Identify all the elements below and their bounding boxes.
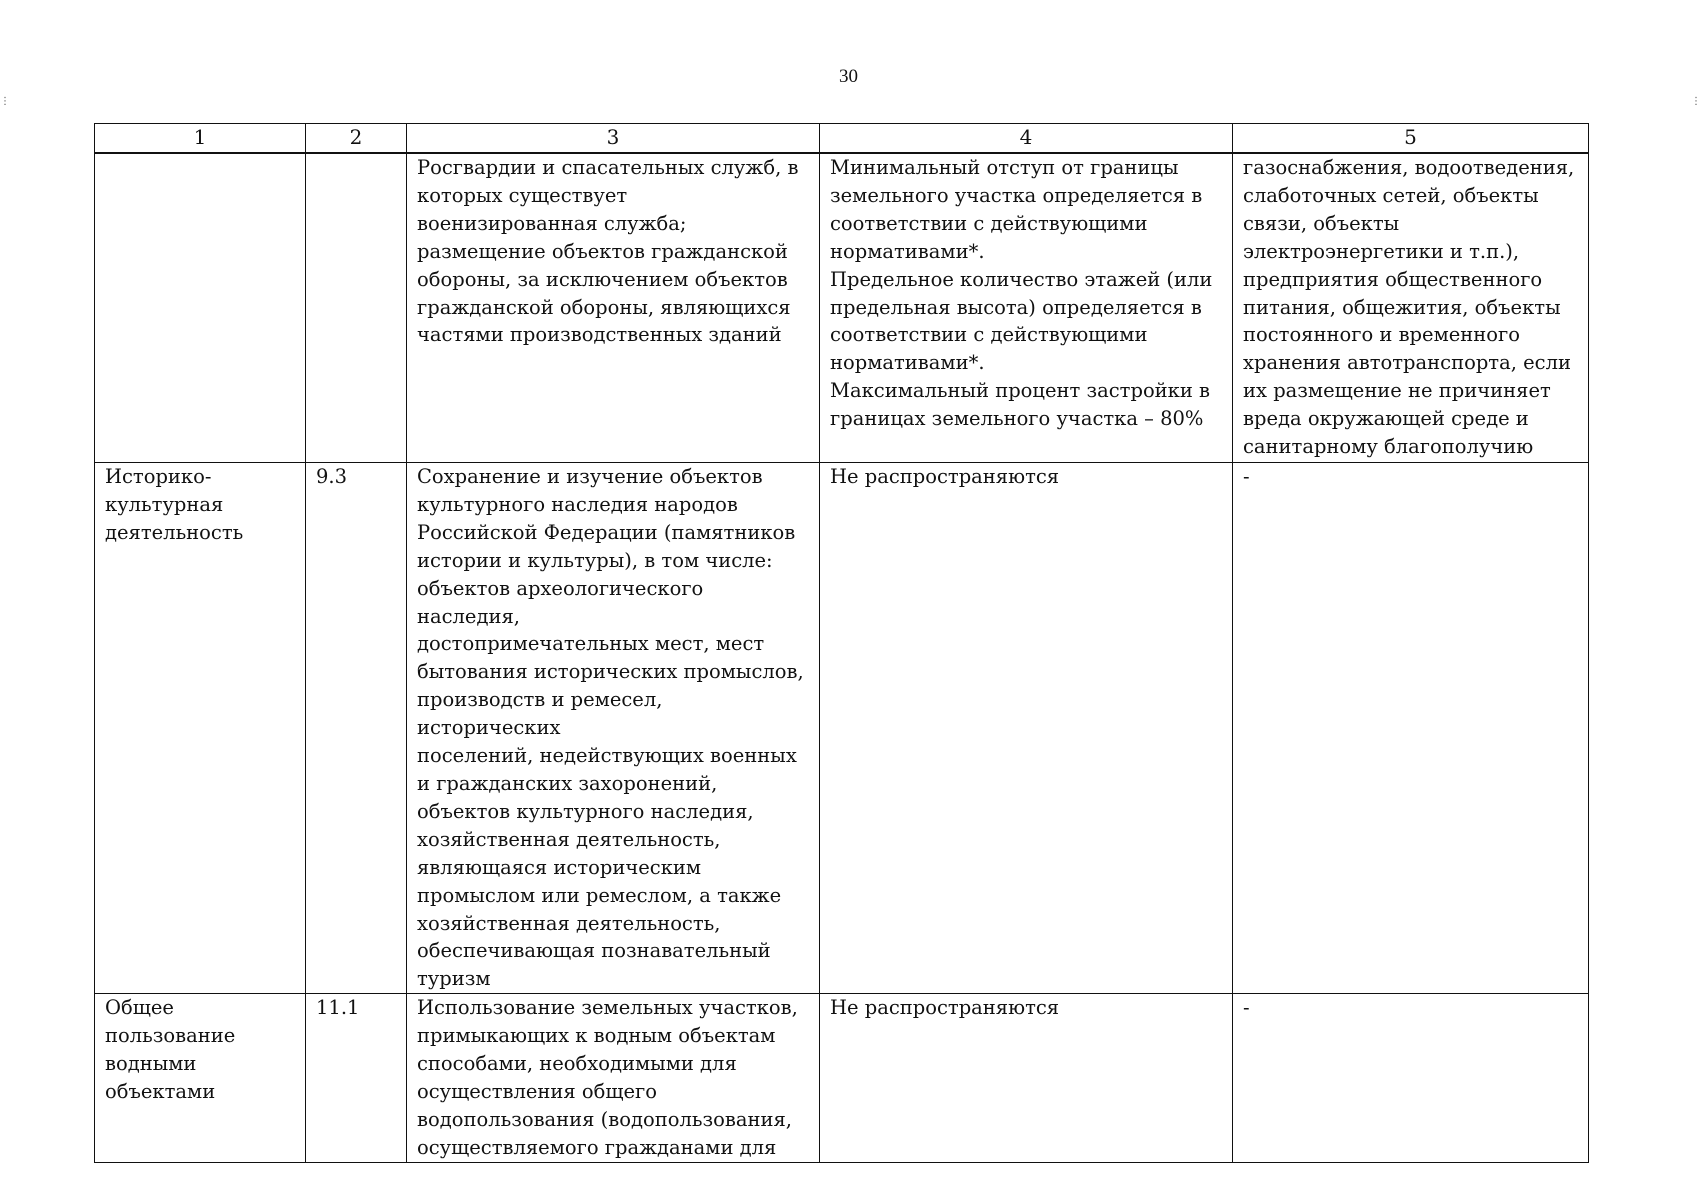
use-type-description-cell: Сохранение и изучение объектов культурного наследия народов Российской Федерации (памятников истории и культуры), в том числе: объектов археологического наследия, достопримечательных мест, мест бытования исторических промыслов, производств и ремесел, исторических поселений, недействующих военных и гражданских захоронений, объектов культурного наследия, хозяйственная деятельность, являющаяся историческим промыслом или ремеслом, а также хозяйственная деятельность, обеспечивающая познавательный туризм xyxy=(407,463,820,994)
column-header-4: 4 xyxy=(820,124,1233,154)
table-row xyxy=(95,463,1589,994)
use-type-name-cell: Общее пользование водными объектами xyxy=(95,994,306,1163)
column-header-5: 5 xyxy=(1233,124,1589,154)
use-type-code-cell xyxy=(306,153,407,463)
table-row xyxy=(95,994,1589,1163)
column-header-1: 1 xyxy=(95,124,306,154)
use-type-name-cell: Историко- культурная деятельность xyxy=(95,463,306,994)
scan-edge-mark-left: ⋮ xyxy=(0,96,10,107)
use-type-code-cell: 11.1 xyxy=(306,994,407,1163)
auxiliary-uses-cell: газоснабжения, водоотведения, слаботочных сетей, объекты связи, объекты электроэнергетики и т.п.), предприятия общественного питания, общежития, объекты постоянного и временного хранения автотранспорта, если их размещение не причиняет вреда окружающей среде и санитарному благополучию xyxy=(1233,153,1589,463)
table-header-row xyxy=(95,124,1589,154)
parameters-cell: Не распространяются xyxy=(820,994,1233,1163)
auxiliary-uses-cell: - xyxy=(1233,994,1589,1163)
use-type-description-cell: Использование земельных участков, примыкающих к водным объектам способами, необходимыми для осуществления общего водопользования (водопользования, осуществляемого гражданами для xyxy=(407,994,820,1163)
parameters-cell: Не распространяются xyxy=(820,463,1233,994)
use-type-code-cell: 9.3 xyxy=(306,463,407,994)
use-type-description-cell: Росгвардии и спасательных служб, в которых существует военизированная служба; размещение объектов гражданской обороны, за исключением объектов гражданской обороны, являющихся частями производственных зданий xyxy=(407,153,820,463)
scan-edge-mark-right: ⋮ xyxy=(1691,96,1701,107)
zoning-table xyxy=(94,123,1589,1163)
column-header-3: 3 xyxy=(407,124,820,154)
auxiliary-uses-cell: - xyxy=(1233,463,1589,994)
parameters-cell: Минимальный отступ от границы земельного участка определяется в соответствии с действующими нормативами*. Предельное количество этажей (или предельная высота) определяется в соответствии с действующими нормативами*. Максимальный процент застройки в границах земельного участка – 80% xyxy=(820,153,1233,463)
use-type-name-cell xyxy=(95,153,306,463)
page-number: 30 xyxy=(839,66,858,87)
column-header-2: 2 xyxy=(306,124,407,154)
table-row xyxy=(95,153,1589,463)
